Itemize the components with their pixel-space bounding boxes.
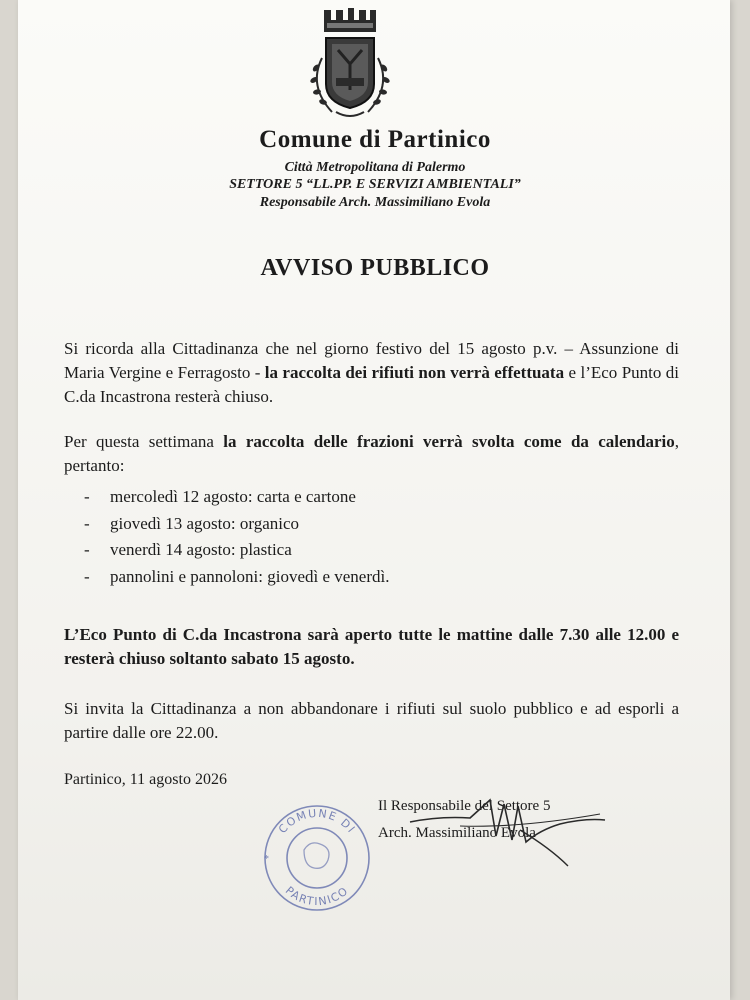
paragraph-holiday-text-a: Si ricorda alla Cittadinanza che nel giorno festivo del 15 agosto p.v. – Assunzione di Maria Vergine e Ferragosto -: [64, 339, 679, 382]
svg-text:COMUNE DI: [276, 807, 358, 836]
paragraph-week-text-b: la raccolta delle frazioni verrà svolta come da calendario: [223, 432, 675, 451]
list-dash: -: [84, 513, 90, 533]
paragraph-week-text-a: Per questa settimana: [64, 432, 224, 451]
list-item-text: pannolini e pannoloni: giovedì e venerdì.: [110, 566, 390, 586]
metropolitan-city-line: Città Metropolitana di Palermo: [284, 160, 466, 175]
svg-text:*: *: [264, 854, 269, 865]
manager-line: Responsabile Arch. Massimiliano Evola: [259, 195, 491, 210]
sector-line: SETTORE 5 “LL.PP. E SERVIZI AMBIENTALI”: [229, 177, 521, 192]
municipality-title: Comune di Partinico: [259, 126, 491, 153]
stamp-bottom-text: PARTINICO: [282, 883, 352, 909]
stamp-top-text: COMUNE DI: [275, 806, 359, 837]
list-item: [84, 537, 390, 564]
list-dash: -: [84, 540, 90, 559]
paragraph-week: [64, 430, 679, 478]
paragraph-holiday: [64, 337, 679, 409]
collection-schedule-list: [84, 484, 390, 590]
handwritten-signature-icon: [400, 770, 615, 870]
list-item: [84, 564, 390, 591]
list-item-text: mercoledì 12 agosto: carta e cartone: [110, 487, 356, 506]
paragraph-week-text-c: , pertanto:: [64, 432, 679, 475]
list-item: [84, 511, 390, 538]
paragraph-eco-point: L’Eco Punto di C.da Incastrona sarà aperto tutte le mattine dalle 7.30 alle 12.00 e resterà chiuso soltanto sabato 15 agosto.: [64, 625, 679, 668]
list-item-text: giovedì 13 agosto: organico: [110, 513, 300, 533]
signature-title: Il Responsabile del Settore 5: [378, 798, 551, 814]
list-dash: -: [84, 566, 90, 586]
notice-title: AVVISO PUBBLICO: [260, 255, 490, 281]
paragraph-invitation: Si invita la Cittadinanza a non abbandonare i rifiuti sul suolo pubblico e ad esporli a partire dalle ore 22.00.: [64, 699, 679, 742]
signature-name: Arch. Massimiliano Evola: [378, 825, 536, 841]
place-date: Partinico, 11 agosto 2026: [64, 771, 227, 788]
list-item: [84, 484, 390, 511]
paragraph-holiday-text-b: la raccolta dei rifiuti non verrà effettuata: [264, 363, 565, 382]
list-dash: -: [84, 487, 90, 506]
paragraph-holiday-text-c: e l’Eco Punto di C.da Incastrona resterà chiuso.: [64, 363, 679, 406]
list-item-text: venerdì 14 agosto: plastica: [110, 540, 292, 559]
municipal-stamp-icon: [258, 798, 376, 916]
municipal-crest-icon: [302, 6, 398, 124]
